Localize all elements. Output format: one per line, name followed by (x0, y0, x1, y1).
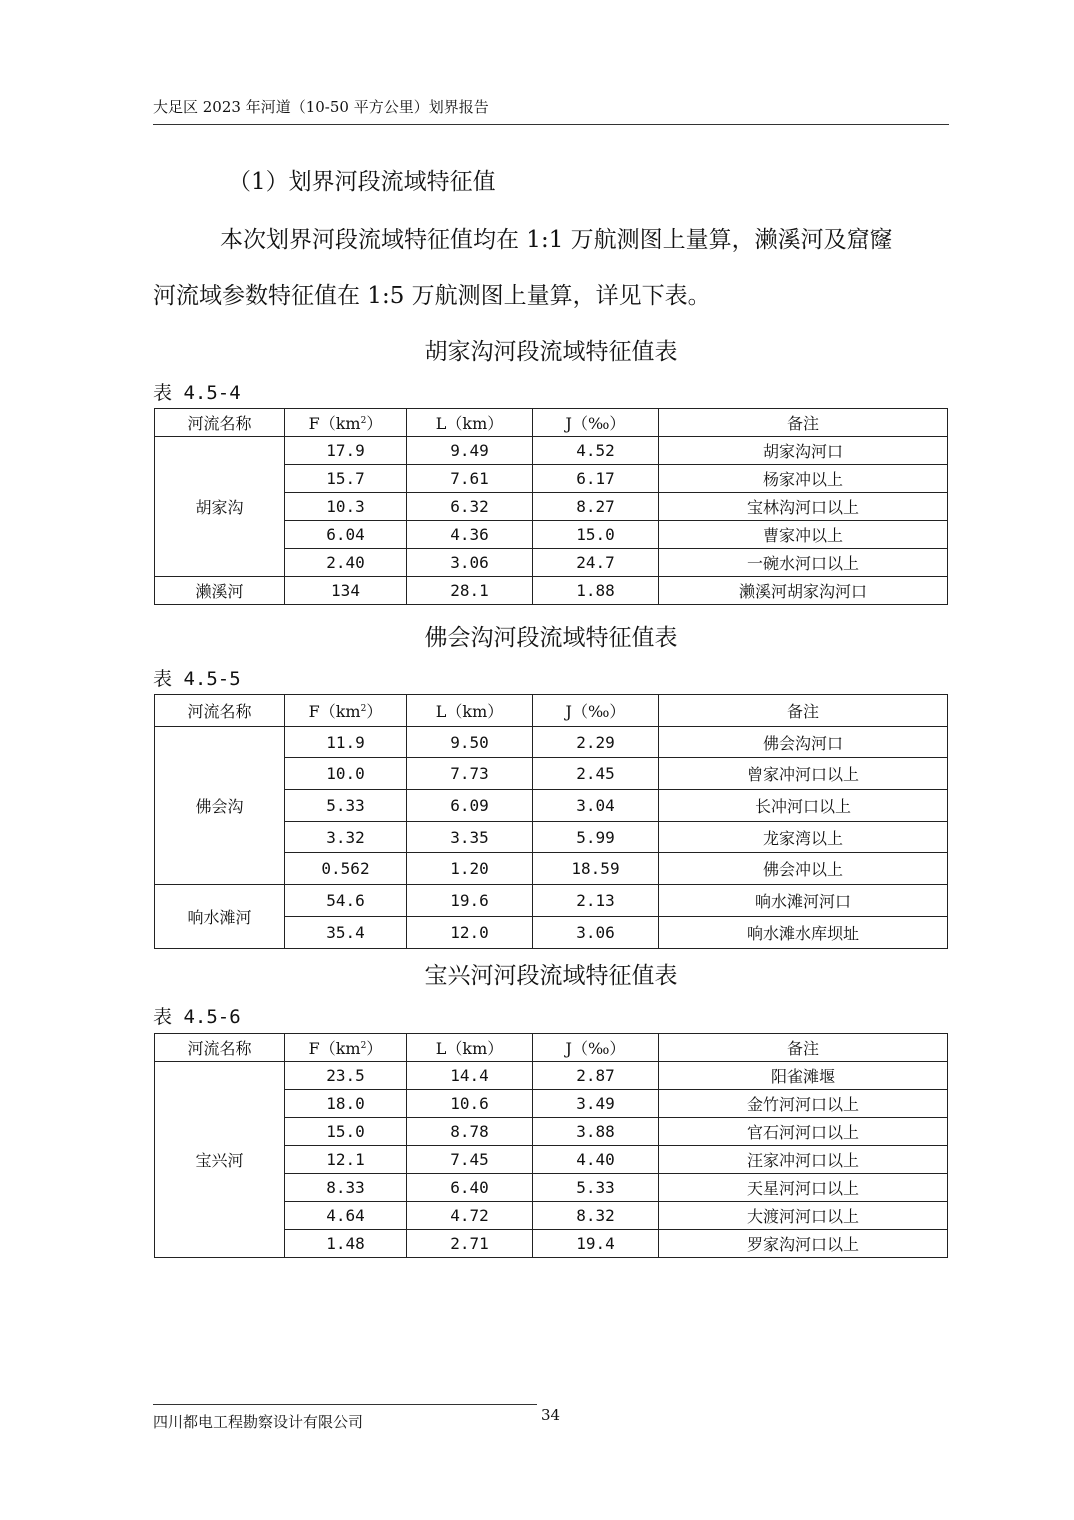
cell-f: 18.0 (285, 1090, 407, 1118)
cell-f: 17.9 (285, 437, 407, 465)
cell-l: 7.61 (407, 465, 533, 493)
cell-f: 1.48 (285, 1230, 407, 1258)
col-header-f (285, 1034, 407, 1062)
cell-note: 大渡河河口以上 (659, 1202, 948, 1230)
col-header-j: J（‰） (533, 1034, 659, 1062)
cell-f: 15.7 (285, 465, 407, 493)
cell-note: 响水滩水库坝址 (659, 916, 948, 948)
cell-note: 长冲河口以上 (659, 790, 948, 822)
table-4-5-5 (154, 694, 948, 949)
cell-j: 2.29 (533, 726, 659, 758)
col-header-f-sup: 2 (360, 1041, 367, 1051)
cell-f: 2.40 (285, 549, 407, 577)
river-name-cell: 响水滩河 (155, 885, 285, 948)
cell-f: 11.9 (285, 726, 407, 758)
table-title: 胡家沟河段流域特征值表 (424, 339, 678, 365)
cell-note: 宝林沟河口以上 (659, 493, 948, 521)
col-header-river-name: 河流名称 (155, 695, 285, 727)
cell-f: 10.3 (285, 493, 407, 521)
cell-note: 濑溪河胡家沟河口 (659, 577, 948, 605)
cell-j: 15.0 (533, 521, 659, 549)
cell-f: 23.5 (285, 1062, 407, 1090)
page-footer: 四川都电工程勘察设计有限公司 (153, 1404, 537, 1432)
cell-l: 3.06 (407, 549, 533, 577)
cell-note: 胡家沟河口 (659, 437, 948, 465)
cell-note: 汪家冲河口以上 (659, 1146, 948, 1174)
cell-l: 12.0 (407, 916, 533, 948)
cell-j: 4.52 (533, 437, 659, 465)
cell-note: 一碗水河口以上 (659, 549, 948, 577)
cell-l: 9.50 (407, 726, 533, 758)
col-header-f-suffix: ） (366, 414, 383, 433)
river-name-cell: 濑溪河 (155, 577, 285, 605)
cell-note: 金竹河河口以上 (659, 1090, 948, 1118)
cell-note: 天星河河口以上 (659, 1174, 948, 1202)
cell-f: 12.1 (285, 1146, 407, 1174)
cell-l: 19.6 (407, 885, 533, 917)
cell-j: 2.45 (533, 758, 659, 790)
table-header-row (155, 695, 948, 727)
cell-note: 龙家湾以上 (659, 821, 948, 853)
page-header: 大足区 2023 年河道（10-50 平方公里）划界报告 (153, 96, 949, 125)
col-header-note: 备注 (659, 409, 948, 437)
col-header-f-sup: 2 (360, 416, 367, 426)
cell-j: 8.27 (533, 493, 659, 521)
col-header-f-prefix: F（km (308, 1039, 361, 1058)
cell-l: 6.09 (407, 790, 533, 822)
cell-f: 54.6 (285, 885, 407, 917)
col-header-river-name: 河流名称 (155, 409, 285, 437)
river-name-cell: 胡家沟 (155, 437, 285, 577)
cell-j: 2.87 (533, 1062, 659, 1090)
cell-note: 响水滩河河口 (659, 885, 948, 917)
cell-note: 佛会冲以上 (659, 853, 948, 885)
cell-l: 4.36 (407, 521, 533, 549)
cell-j: 3.88 (533, 1118, 659, 1146)
table-label: 表 4.5-4 (153, 382, 241, 404)
table-title: 佛会沟河段流域特征值表 (424, 625, 678, 651)
col-header-river-name: 河流名称 (155, 1034, 285, 1062)
table-row (155, 437, 948, 465)
table-label: 表 4.5-6 (153, 1006, 241, 1028)
cell-j: 18.59 (533, 853, 659, 885)
cell-l: 8.78 (407, 1118, 533, 1146)
cell-note: 曹家冲以上 (659, 521, 948, 549)
cell-f: 6.04 (285, 521, 407, 549)
col-header-f-prefix: F（km (308, 701, 361, 721)
cell-l: 14.4 (407, 1062, 533, 1090)
col-header-l: L（km） (407, 695, 533, 727)
cell-l: 4.72 (407, 1202, 533, 1230)
cell-j: 8.32 (533, 1202, 659, 1230)
table-row (155, 1062, 948, 1090)
col-header-f-suffix: ） (366, 1039, 383, 1058)
cell-j: 3.49 (533, 1090, 659, 1118)
page-number: 34 (541, 1406, 561, 1424)
cell-j: 19.4 (533, 1230, 659, 1258)
body-paragraph-line-2: 河流域参数特征值在 1:5 万航测图上量算，详见下表。 (153, 283, 711, 309)
section-title: （1）划界河段流域特征值 (228, 169, 496, 195)
cell-j: 24.7 (533, 549, 659, 577)
cell-l: 28.1 (407, 577, 533, 605)
table-label: 表 4.5-5 (153, 668, 241, 690)
table-header-row (155, 1034, 948, 1062)
col-header-j: J（‰） (533, 409, 659, 437)
cell-l: 6.40 (407, 1174, 533, 1202)
cell-l: 7.45 (407, 1146, 533, 1174)
river-name-cell: 佛会沟 (155, 726, 285, 884)
cell-f: 4.64 (285, 1202, 407, 1230)
cell-f: 0.562 (285, 853, 407, 885)
cell-l: 2.71 (407, 1230, 533, 1258)
col-header-note: 备注 (659, 695, 948, 727)
table-4-5-6 (154, 1033, 948, 1258)
cell-l: 7.73 (407, 758, 533, 790)
col-header-f (285, 409, 407, 437)
cell-f: 3.32 (285, 821, 407, 853)
table-4-5-4 (154, 408, 948, 605)
col-header-f-prefix: F（km (308, 414, 361, 433)
cell-f: 134 (285, 577, 407, 605)
table-title: 宝兴河河段流域特征值表 (424, 963, 678, 989)
col-header-l: L（km） (407, 1034, 533, 1062)
cell-j: 4.40 (533, 1146, 659, 1174)
table-row (155, 885, 948, 917)
cell-note: 佛会沟河口 (659, 726, 948, 758)
col-header-l: L（km） (407, 409, 533, 437)
cell-note: 罗家沟河口以上 (659, 1230, 948, 1258)
cell-j: 5.33 (533, 1174, 659, 1202)
col-header-note: 备注 (659, 1034, 948, 1062)
body-paragraph-line-1: 本次划界河段流域特征值均在 1:1 万航测图上量算，濑溪河及窟窿 (220, 227, 893, 253)
cell-f: 15.0 (285, 1118, 407, 1146)
cell-j: 3.04 (533, 790, 659, 822)
cell-l: 1.20 (407, 853, 533, 885)
cell-note: 杨家冲以上 (659, 465, 948, 493)
river-name-cell: 宝兴河 (155, 1062, 285, 1258)
cell-l: 6.32 (407, 493, 533, 521)
col-header-f (285, 695, 407, 727)
cell-l: 10.6 (407, 1090, 533, 1118)
cell-j: 2.13 (533, 885, 659, 917)
table-header-row (155, 409, 948, 437)
cell-j: 1.88 (533, 577, 659, 605)
cell-j: 6.17 (533, 465, 659, 493)
cell-note: 官石河河口以上 (659, 1118, 948, 1146)
cell-l: 3.35 (407, 821, 533, 853)
cell-f: 10.0 (285, 758, 407, 790)
cell-note: 曾家冲河口以上 (659, 758, 948, 790)
cell-f: 8.33 (285, 1174, 407, 1202)
table-row (155, 577, 948, 605)
col-header-f-sup: 2 (360, 703, 367, 714)
col-header-f-suffix: ） (366, 701, 383, 721)
cell-l: 9.49 (407, 437, 533, 465)
cell-j: 3.06 (533, 916, 659, 948)
table-row (155, 726, 948, 758)
cell-f: 35.4 (285, 916, 407, 948)
col-header-j: J（‰） (533, 695, 659, 727)
cell-f: 5.33 (285, 790, 407, 822)
cell-j: 5.99 (533, 821, 659, 853)
cell-note: 阳雀滩堰 (659, 1062, 948, 1090)
